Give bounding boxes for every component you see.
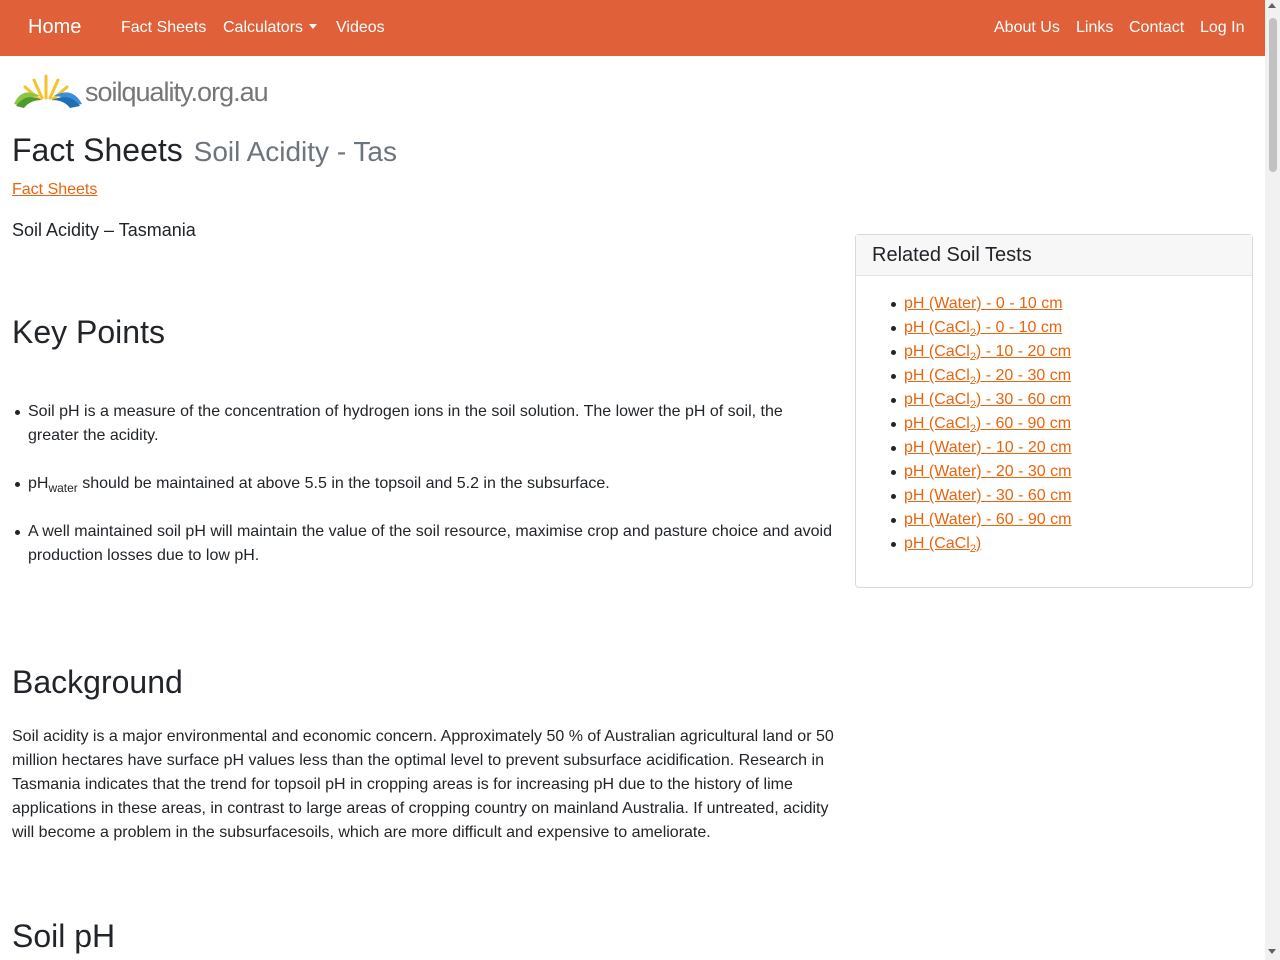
breadcrumb-fact-sheets[interactable]: Fact Sheets — [12, 181, 98, 198]
scroll-down-arrow-icon[interactable] — [1268, 949, 1276, 954]
list-item — [12, 400, 832, 448]
page-title — [12, 130, 397, 172]
related-test-link[interactable] — [904, 343, 1072, 364]
page-subtitle: Soil Acidity - Tas — [193, 136, 397, 167]
related-soil-tests-title: Related Soil Tests — [856, 235, 1252, 276]
list-item — [904, 436, 1071, 460]
related-test-subscript: 2 — [969, 327, 976, 340]
nav-contact[interactable]: Contact — [1129, 19, 1185, 36]
nav-links[interactable]: Links — [1076, 19, 1114, 36]
related-test-text: ) - 0 - 10 cm — [975, 319, 1063, 336]
related-test-text: pH (Water) - 20 - 30 cm — [904, 463, 1072, 480]
related-test-text: pH (CaCl — [904, 535, 970, 552]
related-test-link[interactable] — [904, 511, 1071, 528]
site-logo[interactable] — [12, 72, 297, 112]
list-item — [12, 520, 832, 568]
related-test-text: ) - 10 - 20 cm — [975, 343, 1072, 360]
key-point-subscript: water — [48, 481, 78, 496]
nav-fact-sheets[interactable]: Fact Sheets — [121, 19, 207, 36]
related-test-text: ) - 60 - 90 cm — [975, 415, 1072, 432]
list-item — [904, 388, 1071, 412]
list-item — [904, 484, 1071, 508]
key-point-text: A well maintained soil pH will maintain the value of the soil resource, maximise crop and pasture choice and avoid production losses due to low pH. — [28, 523, 832, 564]
related-test-text: pH (CaCl — [904, 367, 970, 384]
list-item — [12, 472, 832, 496]
related-test-text: ) — [975, 535, 982, 552]
nav-videos[interactable]: Videos — [336, 19, 385, 36]
related-test-subscript: 2 — [969, 543, 976, 556]
related-test-link[interactable] — [904, 535, 982, 556]
nav-calculators-label: Calculators — [223, 19, 304, 36]
nav-calculators-dropdown[interactable] — [223, 17, 317, 39]
background-heading: Background — [12, 664, 183, 700]
related-test-text: ) - 30 - 60 cm — [975, 391, 1072, 408]
list-item — [904, 460, 1071, 484]
related-test-link[interactable] — [904, 463, 1071, 480]
lead-text: Soil Acidity – Tasmania — [12, 220, 196, 240]
related-test-text: pH (CaCl — [904, 343, 970, 360]
list-item — [904, 316, 1071, 340]
related-test-link[interactable] — [904, 391, 1072, 412]
related-test-text: pH (Water) - 30 - 60 cm — [904, 487, 1072, 504]
related-test-link[interactable] — [904, 295, 1063, 312]
page-scrollbar[interactable] — [1265, 0, 1280, 960]
caret-down-icon — [309, 24, 317, 29]
related-test-text: pH (CaCl — [904, 415, 970, 432]
key-points-heading: Key Points — [12, 314, 165, 350]
nav-about-us[interactable]: About Us — [994, 19, 1060, 36]
sun-logo-icon — [12, 72, 84, 112]
list-item — [904, 412, 1071, 436]
related-test-text: pH (Water) - 10 - 20 cm — [904, 439, 1072, 456]
related-test-subscript: 2 — [969, 399, 976, 412]
background-paragraph: Soil acidity is a major environmental and economic concern. Approximately 50 % of Australian agricultural land or 50 million hectares have surface pH values less than the optimal level to prevent subsurface acidification. Research in Tasmania indicates that the trend for topsoil pH in cropping areas is for increasing pH due to the history of lime applications in these areas, in contrast to large areas of cropping country on mainland Australia. If untreated, acidity will become a problem in the subsurfacesoils, which are more difficult and expensive to ameliorate. — [12, 728, 834, 841]
top-navbar — [0, 0, 1265, 56]
page-title-main: Fact Sheets — [12, 132, 183, 168]
key-point-text: should be maintained at above 5.5 in the topsoil and 5.2 in the subsurface. — [77, 475, 610, 492]
related-soil-tests-card — [855, 234, 1253, 588]
scroll-up-arrow-icon[interactable] — [1268, 3, 1276, 8]
related-test-link[interactable] — [904, 319, 1063, 340]
list-item — [904, 532, 1071, 556]
related-soil-tests-list — [904, 292, 1071, 556]
related-test-text: pH (Water) - 60 - 90 cm — [904, 511, 1072, 528]
related-test-text: pH (CaCl — [904, 319, 970, 336]
related-test-text: ) - 20 - 30 cm — [975, 367, 1072, 384]
related-test-subscript: 2 — [969, 423, 976, 436]
related-test-link[interactable] — [904, 439, 1071, 456]
related-test-subscript: 2 — [969, 375, 976, 388]
home-link[interactable]: Home — [28, 16, 82, 38]
nav-log-in[interactable]: Log In — [1200, 19, 1245, 36]
key-point-text: pH — [28, 475, 49, 492]
key-points-list — [12, 400, 832, 592]
related-test-subscript: 2 — [969, 351, 976, 364]
soil-ph-heading: Soil pH — [12, 918, 116, 954]
logo-wordmark: soilquality.org.au — [85, 77, 268, 107]
key-point-text: Soil pH is a measure of the concentration of hydrogen ions in the soil solution. The lower the pH of soil, the greater the acidity. — [28, 403, 783, 444]
scrollbar-thumb[interactable] — [1269, 18, 1277, 172]
related-test-link[interactable] — [904, 415, 1072, 436]
list-item — [904, 364, 1071, 388]
list-item — [904, 340, 1071, 364]
related-test-text: pH (CaCl — [904, 391, 970, 408]
list-item — [904, 508, 1071, 532]
list-item — [904, 292, 1071, 316]
related-test-link[interactable] — [904, 367, 1072, 388]
related-test-link[interactable] — [904, 487, 1071, 504]
related-test-text: pH (Water) - 0 - 10 cm — [904, 295, 1063, 312]
